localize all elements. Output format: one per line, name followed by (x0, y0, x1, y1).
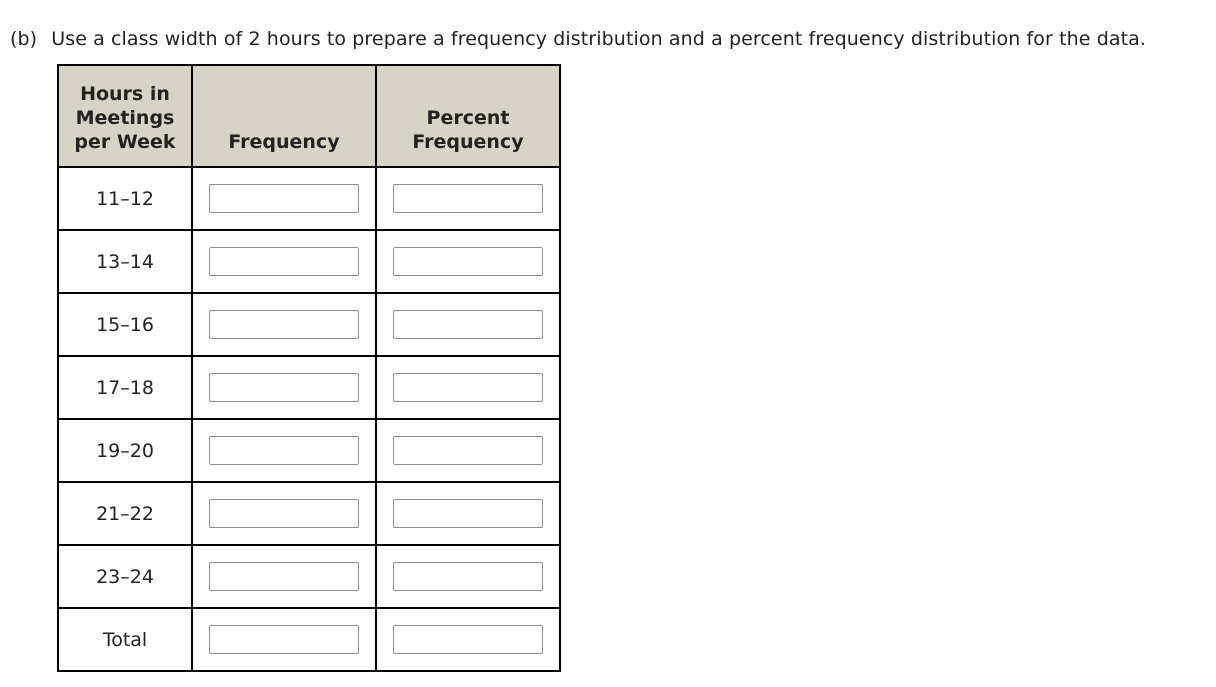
percent-frequency-input[interactable] (393, 184, 543, 213)
percent-frequency-cell (376, 293, 560, 356)
header-hours-line2: Meetings (75, 107, 175, 129)
total-label: Total (58, 608, 192, 671)
frequency-distribution-table (57, 64, 561, 672)
header-hours-line3: per Week (74, 131, 176, 153)
percent-frequency-cell (376, 482, 560, 545)
question-text-line (10, 28, 1146, 50)
class-interval-cell: 11–12 (58, 167, 192, 230)
percent-frequency-cell (376, 545, 560, 608)
header-percent-line1: Percent (426, 107, 510, 129)
frequency-cell (192, 293, 376, 356)
total-frequency-input[interactable] (209, 625, 359, 654)
total-frequency-cell (192, 608, 376, 671)
frequency-input[interactable] (209, 373, 359, 402)
class-interval-cell: 13–14 (58, 230, 192, 293)
class-interval-cell: 19–20 (58, 419, 192, 482)
percent-frequency-cell (376, 167, 560, 230)
frequency-cell (192, 230, 376, 293)
percent-frequency-input[interactable] (393, 562, 543, 591)
percent-frequency-cell (376, 419, 560, 482)
frequency-cell (192, 545, 376, 608)
frequency-cell (192, 482, 376, 545)
header-percent-frequency (376, 65, 560, 167)
frequency-cell (192, 167, 376, 230)
table-row (58, 419, 560, 482)
class-interval-cell: 15–16 (58, 293, 192, 356)
frequency-input[interactable] (209, 562, 359, 591)
percent-frequency-input[interactable] (393, 247, 543, 276)
percent-frequency-input[interactable] (393, 310, 543, 339)
frequency-input[interactable] (209, 436, 359, 465)
frequency-input[interactable] (209, 184, 359, 213)
table-row (58, 482, 560, 545)
frequency-cell (192, 356, 376, 419)
total-percent-frequency-cell (376, 608, 560, 671)
frequency-input[interactable] (209, 247, 359, 276)
header-hours-in-meetings (58, 65, 192, 167)
header-percent-line2: Frequency (412, 131, 524, 153)
class-interval-cell: 23–24 (58, 545, 192, 608)
question-prompt: Use a class width of 2 hours to prepare a frequency distribution and a percent frequency distribution for the data. (51, 28, 1147, 50)
frequency-input[interactable] (209, 499, 359, 528)
table-row (58, 545, 560, 608)
table-row (58, 293, 560, 356)
table-row (58, 230, 560, 293)
question-part-label: (b) (10, 28, 38, 50)
header-hours-line1: Hours in (80, 83, 170, 105)
percent-frequency-input[interactable] (393, 373, 543, 402)
percent-frequency-input[interactable] (393, 499, 543, 528)
class-interval-cell: 17–18 (58, 356, 192, 419)
percent-frequency-cell (376, 230, 560, 293)
table-header-row (58, 65, 560, 167)
class-interval-cell: 21–22 (58, 482, 192, 545)
total-row (58, 608, 560, 671)
percent-frequency-input[interactable] (393, 436, 543, 465)
table-row (58, 167, 560, 230)
header-frequency (192, 65, 376, 167)
percent-frequency-cell (376, 356, 560, 419)
table-row (58, 356, 560, 419)
header-frequency-label: Frequency (228, 131, 340, 153)
frequency-cell (192, 419, 376, 482)
frequency-input[interactable] (209, 310, 359, 339)
total-percent-frequency-input[interactable] (393, 625, 543, 654)
